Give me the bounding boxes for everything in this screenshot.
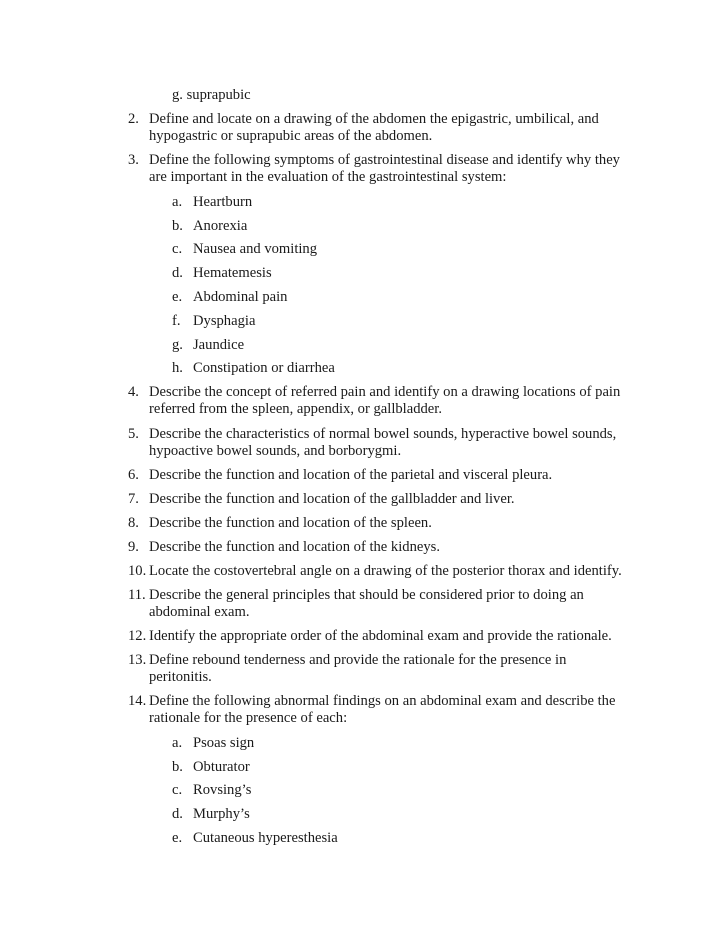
list-item-number: 13. — [128, 652, 147, 668]
list-item-text: Describe the concept of referred pain and identify on a drawing locations of pain — [149, 384, 621, 400]
sub-item-text: Dysphagia — [193, 313, 256, 329]
sub-item-text: Constipation or diarrhea — [193, 360, 335, 376]
sub-item-letter: a. — [172, 194, 183, 210]
sub-item-text: Murphy’s — [193, 806, 250, 822]
list-item-number: 7. — [128, 491, 139, 507]
list-item-text: Define the following symptoms of gastrointestinal disease and identify why they — [149, 152, 620, 168]
sub-item-text: Cutaneous hyperesthesia — [193, 830, 338, 846]
list-item-number: 10. — [128, 563, 147, 579]
list-item-text: Describe the general principles that should be considered prior to doing an — [149, 587, 584, 603]
sub-item-text: Rovsing’s — [193, 782, 252, 798]
sub-item-letter: c. — [172, 782, 183, 798]
sub-item-text: Hematemesis — [193, 265, 272, 281]
list-item-text: peritonitis. — [149, 669, 212, 685]
list-item-number: 4. — [128, 384, 139, 400]
list-item-number: 12. — [128, 628, 147, 644]
list-item-number: 3. — [128, 152, 139, 168]
sub-item-text: Abdominal pain — [193, 289, 288, 305]
sub-item-text: Psoas sign — [193, 735, 255, 751]
list-item-text: g. suprapubic — [172, 87, 251, 103]
list-item-text: are important in the evaluation of the gastrointestinal system: — [149, 169, 507, 185]
list-item-number: 11. — [128, 587, 146, 603]
list-item-text: rationale for the presence of each: — [149, 710, 348, 726]
sub-item-text: Heartburn — [193, 194, 253, 210]
list-item-text: hypoactive bowel sounds, and borborygmi. — [149, 443, 402, 459]
list-item-number: 14. — [128, 693, 147, 709]
sub-item-text: Obturator — [193, 759, 250, 775]
list-item-text: Define and locate on a drawing of the abdomen the epigastric, umbilical, and — [149, 111, 599, 127]
sub-item-letter: g. — [172, 337, 183, 353]
sub-item-letter: e. — [172, 289, 183, 305]
sub-item-letter: b. — [172, 218, 183, 234]
list-item-number: 6. — [128, 467, 139, 483]
list-item-text: Describe the function and location of the parietal and visceral pleura. — [149, 467, 553, 483]
list-item-number: 9. — [128, 539, 139, 555]
list-item-text: hypogastric or suprapubic areas of the abdomen. — [149, 128, 433, 144]
sub-item-letter: c. — [172, 241, 183, 257]
sub-item-letter: f. — [172, 313, 181, 329]
sub-item-letter: d. — [172, 265, 183, 281]
list-item-number: 8. — [128, 515, 139, 531]
sub-item-letter: e. — [172, 830, 183, 846]
list-item-text: Define rebound tenderness and provide the rationale for the presence in — [149, 652, 567, 668]
list-item-text: referred from the spleen, appendix, or gallbladder. — [149, 401, 442, 417]
list-item-number: 2. — [128, 111, 139, 127]
list-item-text: Locate the costovertebral angle on a drawing of the posterior thorax and identify. — [149, 563, 622, 579]
list-item-text: Define the following abnormal findings on an abdominal exam and describe the — [149, 693, 616, 709]
list-item-text: Describe the characteristics of normal bowel sounds, hyperactive bowel sounds, — [149, 426, 617, 442]
list-item-text: Describe the function and location of the spleen. — [149, 515, 432, 531]
sub-item-letter: a. — [172, 735, 183, 751]
sub-item-text: Jaundice — [193, 337, 245, 353]
sub-item-letter: b. — [172, 759, 183, 775]
sub-item-text: Anorexia — [193, 218, 248, 234]
list-item-text: Describe the function and location of the gallbladder and liver. — [149, 491, 515, 507]
sub-item-letter: h. — [172, 360, 183, 376]
list-item-number: 5. — [128, 426, 139, 442]
list-item-text: Identify the appropriate order of the abdominal exam and provide the rationale. — [149, 628, 612, 644]
list-item-text: abdominal exam. — [149, 604, 250, 620]
list-item-text: Describe the function and location of the kidneys. — [149, 539, 440, 555]
sub-item-letter: d. — [172, 806, 183, 822]
sub-item-text: Nausea and vomiting — [193, 241, 318, 257]
